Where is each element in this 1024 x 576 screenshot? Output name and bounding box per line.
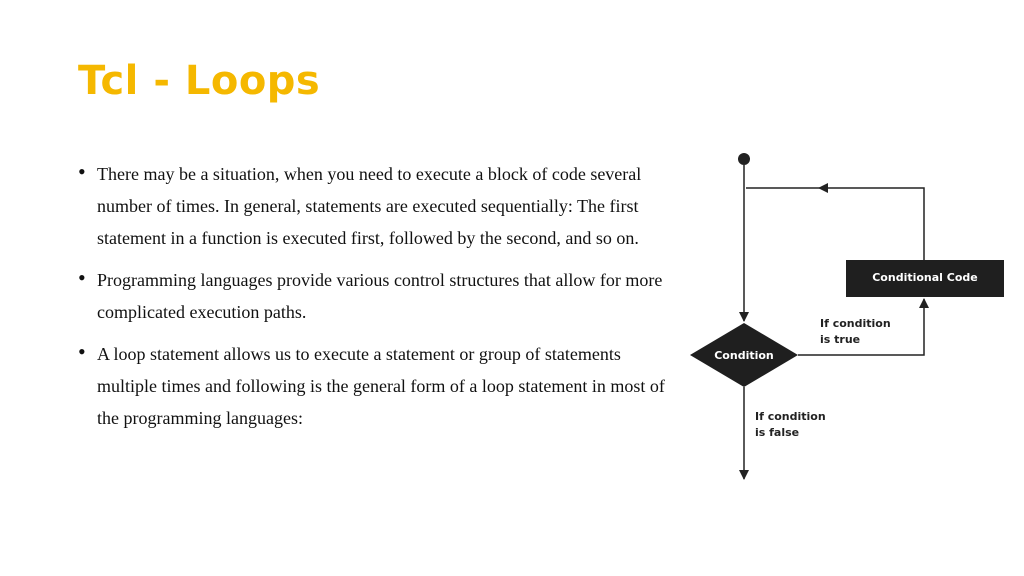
bullet-icon: • <box>78 159 86 184</box>
conditional-code-label: Conditional Code <box>872 271 978 284</box>
true-label-line-2: is true <box>820 333 861 346</box>
condition-label: Condition <box>714 349 774 362</box>
bullet-text: There may be a situation, when you need to execute a block of code several number of times. In general, statements are executed sequentially: The first statement in a function is executed first, followed by the second, and so on. <box>97 164 642 248</box>
start-node-icon <box>738 153 750 165</box>
bullet-icon: • <box>78 339 86 364</box>
bullet-text: Programming languages provide various control structures that allow for more complicated execution paths. <box>97 270 663 322</box>
slide-title: Tcl - Loops <box>78 58 321 104</box>
bullet-list <box>78 158 678 444</box>
list-item <box>78 338 678 434</box>
false-label-line-1: If condition <box>755 410 826 423</box>
loop-back-arrowhead-icon <box>818 183 828 193</box>
loop-flowchart <box>680 145 1020 490</box>
list-item <box>78 264 678 328</box>
list-item <box>78 158 678 254</box>
true-label-line-1: If condition <box>820 317 891 330</box>
bullet-text: A loop statement allows us to execute a statement or group of statements multiple times and following is the general form of a loop statement in most of the programming languages: <box>97 344 665 428</box>
false-label-line-2: is false <box>755 426 800 439</box>
bullet-icon: • <box>78 265 86 290</box>
loop-back-line <box>831 188 924 260</box>
